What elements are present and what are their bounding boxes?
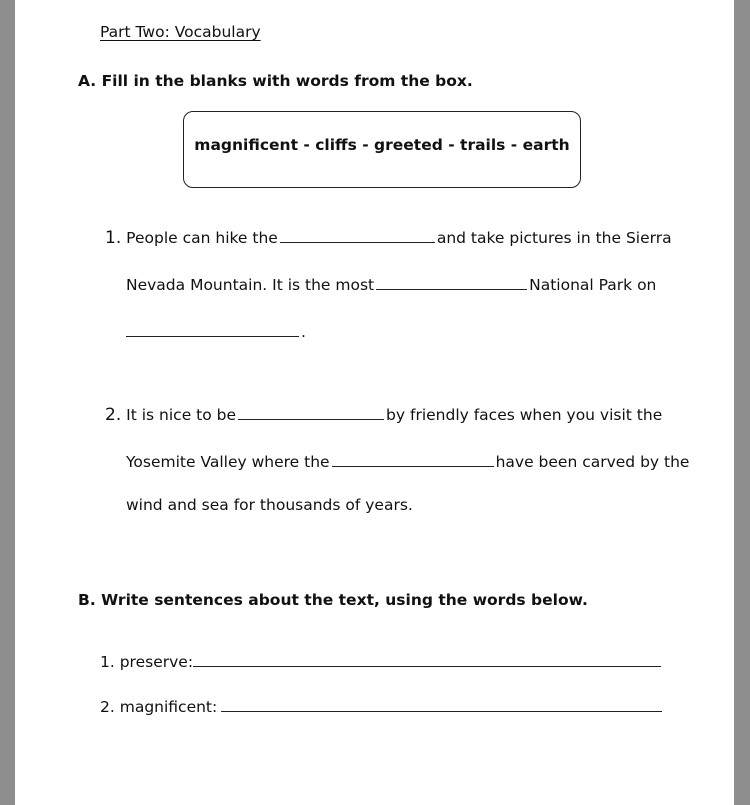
- blank-1c[interactable]: [126, 320, 299, 337]
- section-b-item-2: [100, 695, 664, 716]
- question-2-number: 2.: [105, 405, 122, 425]
- question-2-text-a: It is nice to be: [126, 406, 237, 424]
- question-1-text-e: .: [301, 323, 306, 341]
- question-2-line-3: wind and sea for thousands of years.: [126, 496, 413, 514]
- blank-1a[interactable]: [280, 226, 435, 243]
- section-a-heading: A. Fill in the blanks with words from the box.: [78, 72, 473, 90]
- section-b-heading: B. Write sentences about the text, using the words below.: [78, 591, 588, 609]
- item-2-label: 2. magnificent:: [100, 698, 218, 716]
- answer-line-1[interactable]: [193, 650, 661, 667]
- question-1-text-b: and take pictures in the Sierra: [436, 229, 672, 247]
- blank-1b[interactable]: [376, 273, 527, 290]
- question-1-number: 1.: [105, 228, 122, 248]
- answer-line-2[interactable]: [221, 695, 662, 712]
- question-1-text-c: Nevada Mountain. It is the most: [126, 276, 375, 294]
- worksheet-page: [15, 0, 734, 805]
- question-2-text-d: have been carved by the: [495, 453, 690, 471]
- question-2-text-c: Yosemite Valley where the: [126, 453, 330, 471]
- blank-2b[interactable]: [332, 450, 494, 467]
- section-b-item-1: [100, 650, 663, 671]
- question-2-text-b: by friendly faces when you visit the: [386, 406, 663, 424]
- question-1-line-2: [126, 273, 656, 294]
- question-1-line-1: [105, 226, 672, 248]
- question-2-line-2: [126, 450, 689, 471]
- question-1-text-d: National Park on: [529, 276, 657, 294]
- blank-2a[interactable]: [238, 403, 384, 420]
- item-1-label: 1. preserve:: [100, 653, 194, 671]
- question-2-line-1: [105, 403, 662, 425]
- question-1-text-a: People can hike the: [126, 229, 278, 247]
- word-box: [183, 111, 581, 188]
- page-title: Part Two: Vocabulary: [100, 23, 261, 41]
- question-1-line-3: [126, 320, 306, 341]
- word-box-text: magnificent - cliffs - greeted - trails - earth: [194, 136, 570, 154]
